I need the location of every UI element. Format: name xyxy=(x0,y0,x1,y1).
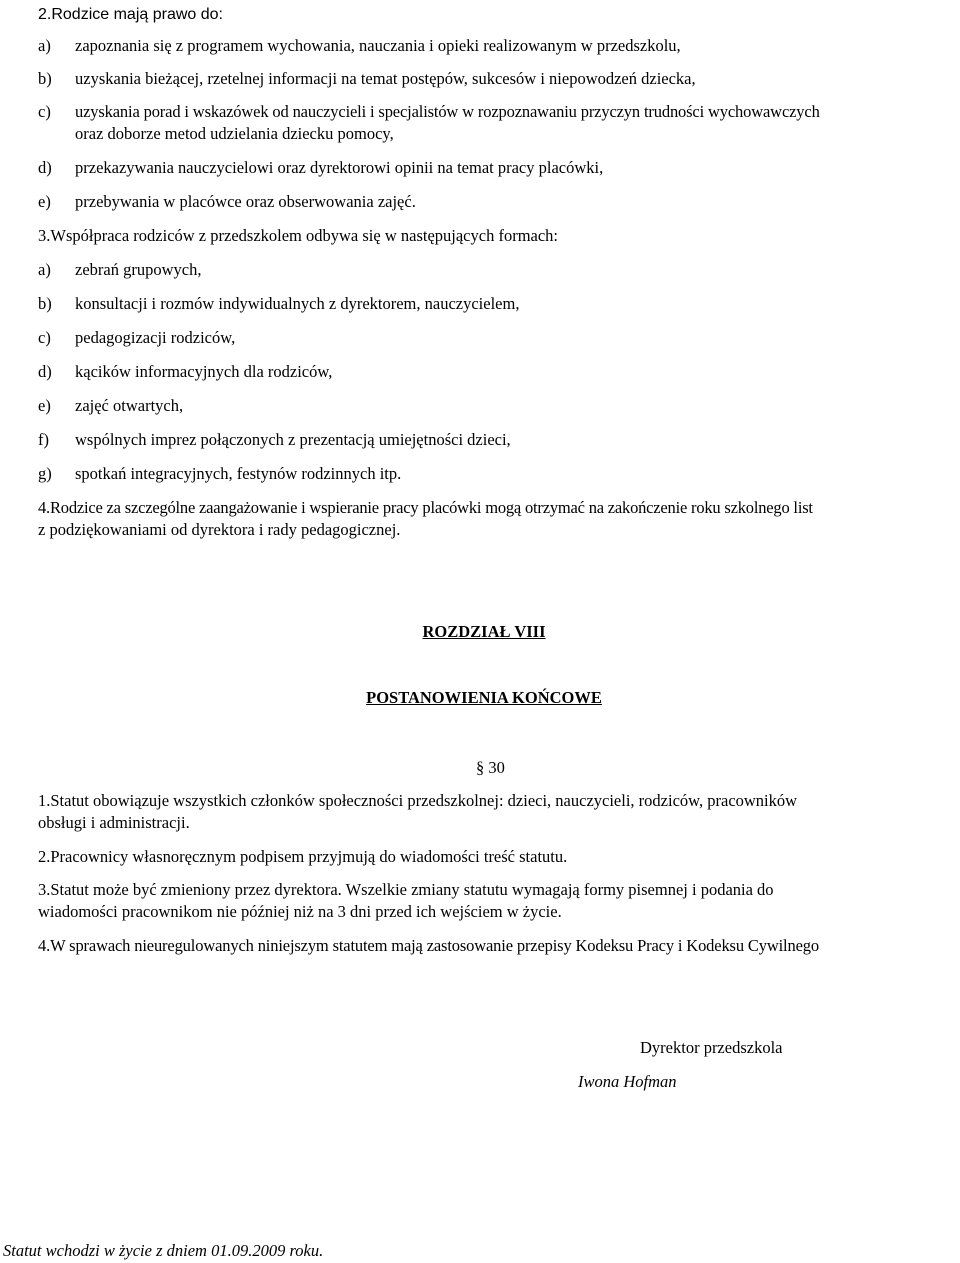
provision-line: wiadomości pracownikom nie później niż na 3 dni przed ich wejściem w życie. xyxy=(38,902,562,921)
section4-line: z podziękowaniami od dyrektora i rady pedagogicznej. xyxy=(38,520,401,539)
item-letter: b) xyxy=(38,294,52,313)
provision-line: 3.Statut może być zmieniony przez dyrektora. Wszelkie zmiany statutu wymagają formy pisemnej i podania do xyxy=(38,880,774,899)
paragraph-number: § 30 xyxy=(476,758,505,777)
provision-line: obsługi i administracji. xyxy=(38,813,190,832)
item-letter: a) xyxy=(38,260,51,279)
item-text: przebywania w placówce oraz obserwowania zajęć. xyxy=(75,192,416,211)
provision-line: 1.Statut obowiązuje wszystkich członków społeczności przedszkolnej: dzieci, nauczycieli, rodziców, pracowników xyxy=(38,791,798,810)
chapter-title: POSTANOWIENIA KOŃCOWE xyxy=(366,688,602,707)
list-item xyxy=(0,429,960,451)
item-text: wspólnych imprez połączonych z prezentacją umiejętności dzieci, xyxy=(75,430,511,449)
item-letter: g) xyxy=(38,464,52,483)
item-text-continued: oraz doborze metod udzielania dziecku pomocy, xyxy=(75,124,394,143)
item-text: pedagogizacji rodziców, xyxy=(75,328,236,347)
list-item xyxy=(0,293,960,315)
list-item xyxy=(0,361,960,383)
chapter-number: ROZDZIAŁ VIII xyxy=(422,622,546,641)
item-text: przekazywania nauczycielowi oraz dyrektorowi opinii na temat pracy placówki, xyxy=(75,158,604,177)
item-letter: d) xyxy=(38,158,52,177)
item-letter: b) xyxy=(38,69,52,88)
list-item xyxy=(0,395,960,417)
provision-line: 4.W sprawach nieuregulowanych niniejszym statutem mają zastosowanie przepisy Kodeksu Pracy i Kodeksu Cywilnego xyxy=(38,936,819,955)
item-letter: a) xyxy=(38,36,51,55)
item-letter: c) xyxy=(38,102,51,121)
signature-role: Dyrektor przedszkola xyxy=(640,1038,783,1057)
section4-line: 4.Rodzice za szczególne zaangażowanie i wspieranie pracy placówki mogą otrzymać na zakończenie roku szkolnego list xyxy=(38,498,813,517)
list-item xyxy=(0,101,960,145)
item-letter: e) xyxy=(38,192,51,211)
item-text: zapoznania się z programem wychowania, nauczania i opieki realizowanym w przedszkolu, xyxy=(75,36,681,55)
item-text: spotkań integracyjnych, festynów rodzinnych itp. xyxy=(75,464,402,483)
item-text: uzyskania bieżącej, rzetelnej informacji na temat postępów, sukcesów i niepowodzeń dziecka, xyxy=(75,69,696,88)
list-item xyxy=(0,463,960,485)
item-text: kącików informacyjnych dla rodziców, xyxy=(75,362,333,381)
item-text: uzyskania porad i wskazówek od nauczycieli i specjalistów w rozpoznawaniu przyczyn trudności wychowawczych xyxy=(75,102,820,121)
item-letter: d) xyxy=(38,362,52,381)
item-text: konsultacji i rozmów indywidualnych z dyrektorem, nauczycielem, xyxy=(75,294,520,313)
list-item xyxy=(0,35,960,57)
item-text: zebrań grupowych, xyxy=(75,260,202,279)
section3-heading: 3.Współpraca rodziców z przedszkolem odbywa się w następujących formach: xyxy=(38,226,559,245)
list-item xyxy=(0,259,960,281)
list-item xyxy=(0,68,960,90)
list-item xyxy=(0,157,960,179)
item-text: zajęć otwartych, xyxy=(75,396,184,415)
effective-date-footer: Statut wchodzi w życie z dniem 01.09.2009 roku. xyxy=(3,1241,324,1260)
list-item xyxy=(0,327,960,349)
list-item xyxy=(0,191,960,213)
item-letter: f) xyxy=(38,430,49,449)
signature-name: Iwona Hofman xyxy=(578,1072,677,1091)
provision-line: 2.Pracownicy własnoręcznym podpisem przyjmują do wiadomości treść statutu. xyxy=(38,847,568,866)
item-letter: c) xyxy=(38,328,51,347)
item-letter: e) xyxy=(38,396,51,415)
section2-heading: 2.Rodzice mają prawo do: xyxy=(38,6,223,23)
